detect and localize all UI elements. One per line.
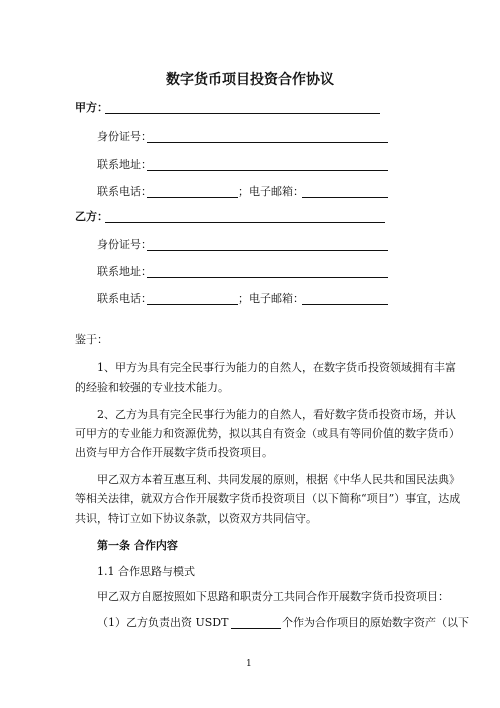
party-a-address-blank (147, 170, 388, 171)
party-b-phone-blank (147, 304, 238, 305)
party-a-address-label: 联系地址： (97, 158, 152, 171)
clause-2-line-2: 可甲方的专业能力和资源优势，拟以其自有资金（或具有等同价值的数字货币） (75, 427, 460, 440)
party-a-name-blank (105, 113, 380, 114)
item-1-prefix: （1）乙方负责出资 USDT (97, 616, 229, 629)
agreement-line-3: 共识，特订立如下协议条款，以资双方共同信守。 (75, 512, 317, 525)
party-b-address-blank (147, 277, 388, 278)
party-a-email-label: ；电子邮箱： (238, 185, 304, 198)
party-a-phone-label: 联系电话： (97, 185, 152, 198)
party-b-label: 乙方： (75, 210, 108, 223)
section-1-1-heading: 1.1 合作思路与模式 (97, 565, 195, 578)
party-a-id-label: 身份证号： (97, 130, 152, 143)
party-b-address-label: 联系地址： (97, 265, 152, 278)
party-a-phone-blank (147, 197, 238, 198)
clause-2-line-1: 2、乙方为具有完全民事行为能力的自然人，看好数字货币投资市场，并认 (97, 408, 456, 421)
document-title: 数字货币项目投资合作协议 (166, 72, 334, 88)
clause-1-line-2: 的经验和较强的专业技术能力。 (75, 381, 229, 394)
clause-1-line-1: 1、甲方为具有完全民事行为能力的自然人，在数字货币投资领域拥有丰富 (97, 361, 456, 374)
item-1-amount-blank (231, 628, 281, 629)
agreement-line-1: 甲乙双方本着互惠互利、共同发展的原则，根据《中华人民共和国民法典》 (97, 473, 460, 486)
party-a-email-blank (302, 197, 388, 198)
party-b-id-label: 身份证号： (97, 238, 152, 251)
party-b-email-label: ；电子邮箱： (238, 292, 304, 305)
party-b-email-blank (302, 304, 388, 305)
item-1-suffix: 个作为合作项目的原始数字资产（以下 (282, 616, 469, 629)
page-number: 1 (246, 659, 252, 669)
party-a-label: 甲方： (75, 101, 108, 114)
party-b-phone-label: 联系电话： (97, 292, 152, 305)
agreement-line-2: 等相关法律，就双方合作开展数字货币投资项目（以下简称“项目”）事宜，达成 (75, 492, 461, 505)
party-a-id-blank (147, 142, 388, 143)
whereas-heading: 鉴于： (75, 333, 108, 346)
party-b-id-blank (147, 250, 388, 251)
section-1-1-text: 甲乙双方自愿按照如下思路和职责分工共同合作开展数字货币投资项目： (97, 590, 449, 603)
clause-2-line-3: 出资与甲方合作开展数字货币投资项目。 (75, 446, 273, 459)
party-b-name-blank (105, 222, 385, 223)
article-1-heading: 第一条 合作内容 (97, 539, 178, 552)
